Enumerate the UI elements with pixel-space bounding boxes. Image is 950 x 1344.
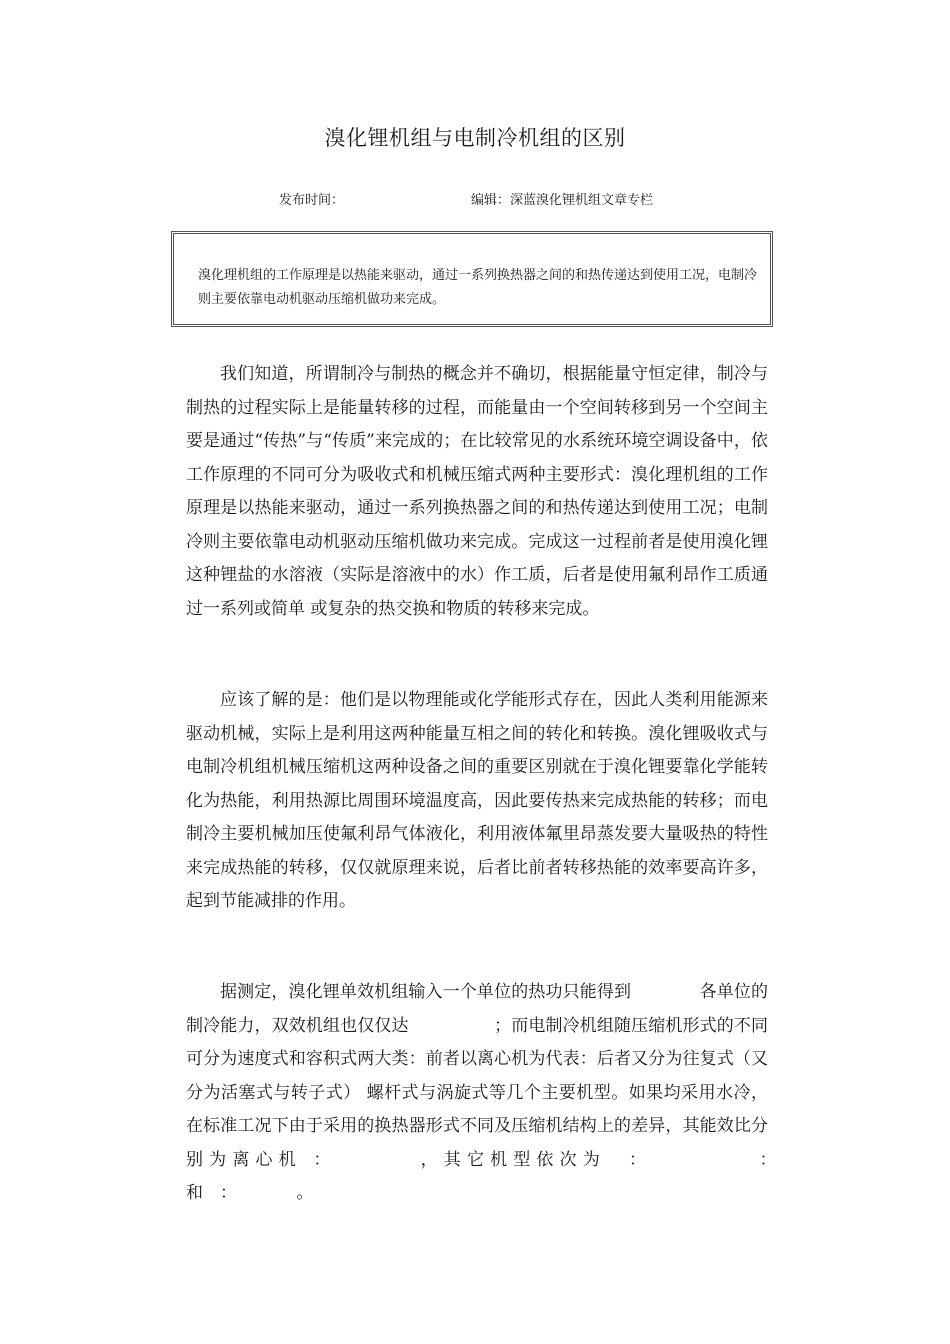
page-title: 溴化锂机组与电制冷机组的区别 <box>324 126 626 150</box>
summary-box <box>171 231 773 327</box>
body-paragraph-2: 应该了解的是：他们是以物理能或化学能形式存在，因此人类利用能源来驱动机械，实际上是利用这两种能量互相之间的转化和转换。溴化锂吸收式与电制冷机组机械压缩机这两种设备之间的重要区别就在于溴化锂要靠化学能转化为热能，利用热源比周围环境温度高，因此要传热来完成热能的转移；而电制冷主要机械加压使氟利昂气体液化，利用液体氟里昂蒸发要大量吸热的特性来完成热能的转移，仅仅就原理来说，后者比前者转移热能的效率要高许多，起到节能减排的作用。 <box>186 690 768 911</box>
editor-label: 编辑：深蓝溴化锂机组文章专栏 <box>471 193 654 208</box>
publish-time-label: 发布时间： <box>279 193 345 208</box>
body-paragraph-3: 据测定，溴化锂单效机组输入一个单位的热功只能得到 各单位的制冷能力，双效机组也仅仅达 ；而电制冷机组随压缩机形式的不同可分为速度式和容积式两大类：前者以离心机为代表：后者又分为往复式（又分为活塞式与转子式） 螺杆式与涡旋式等几个主要机型。如果均采用水冷，在标准工况下由于采用的换热器形式不同及压缩机结构上的差异，其能效比分别为离心机 ： ，其它机型依次为 ： ： 和 ： 。 <box>186 982 836 1203</box>
summary-text: 溴化理机组的工作原理是以热能来驱动，通过一系列换热器之间的和热传递达到使用工况，电制冷则主要依靠电动机驱动压缩机做功来完成。 <box>198 268 758 307</box>
body-paragraph-1: 我们知道，所谓制冷与制热的概念并不确切，根据能量守恒定律，制冷与制热的过程实际上是能量转移的过程，而能量由一个空间转移到另一个空间主要是通过“传热”与“传质”来完成的；在比较常见的水系统环境空调设备中，依工作原理的不同可分为吸收式和机械压缩式两种主要形式：溴化理机组的工作原理是以热能来驱动，通过一系列换热器之间的和热传递达到使用工况；电制冷则主要依靠电动机驱动压缩机做功来完成。完成这一过程前者是使用溴化锂这种锂盐的水溶液（实际是溶液中的水）作工质，后者是使用氟利昂作工质通过一系列或简单 或复杂的热交换和物质的转移来完成。 <box>186 364 768 619</box>
